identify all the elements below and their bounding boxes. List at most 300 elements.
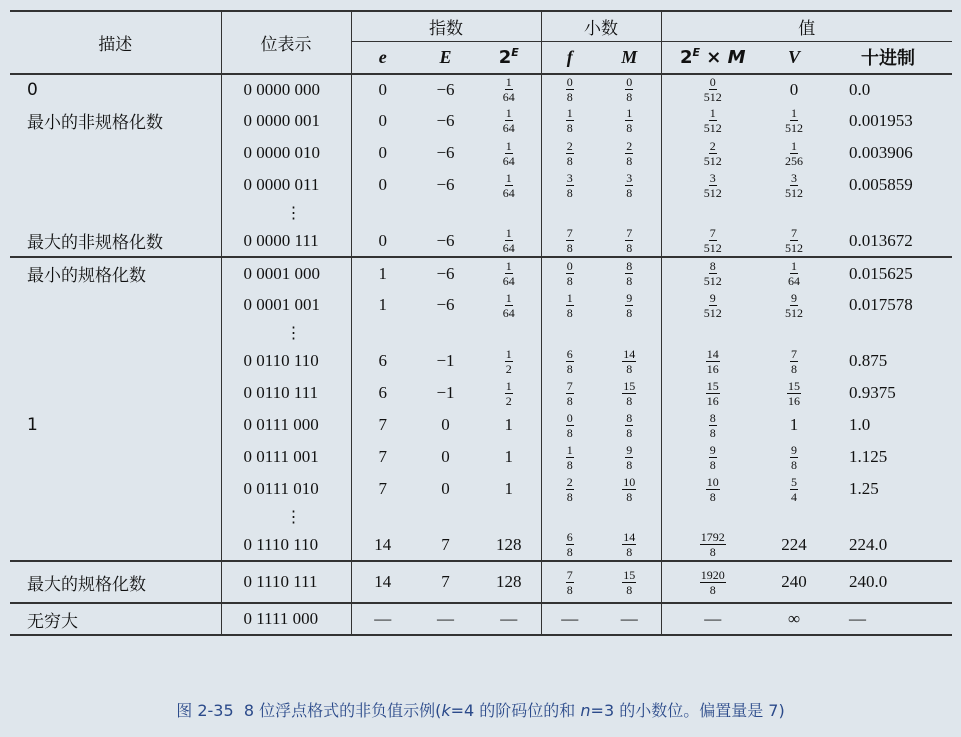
fraction [788, 260, 800, 287]
cell-dec: 0.0 [824, 74, 952, 104]
fraction [785, 172, 803, 199]
cell-E: 0 [441, 447, 450, 466]
table-row [10, 603, 952, 635]
cell-bits: 0 1110 111 [221, 561, 351, 603]
fraction-denominator: 8 [626, 489, 633, 504]
cell-bits: 0 1110 110 [221, 529, 351, 561]
cell-e: 0 [351, 74, 414, 104]
cell-prod [661, 225, 764, 257]
cell-desc [10, 137, 221, 169]
fraction [566, 476, 574, 503]
cell-bits: 0 0111 001 [221, 441, 351, 473]
fraction-denominator: 8 [626, 361, 633, 376]
cell-f [541, 441, 598, 473]
fraction-denominator: 8 [626, 393, 633, 408]
fraction [625, 292, 633, 319]
fraction-numerator: 14 [706, 346, 719, 361]
header-bit-representation: 位表示 [221, 11, 351, 74]
fraction-denominator: 8 [626, 185, 633, 200]
cell-V [764, 473, 824, 505]
fraction-numerator: 9 [791, 442, 797, 457]
cell-e: 7 [351, 409, 414, 441]
cell-prod: — [661, 603, 764, 635]
fraction-numerator: 14 [623, 346, 636, 361]
fraction [706, 380, 720, 407]
cell-prod [661, 345, 764, 377]
cell-E: −1 [436, 383, 455, 402]
cell-f [541, 289, 598, 321]
cell-V: 224 [781, 534, 807, 554]
fraction-denominator: 8 [566, 241, 573, 255]
cell-f [541, 529, 598, 561]
fraction [625, 227, 633, 254]
header-description: 描述 [10, 11, 221, 74]
cell-p2E [477, 137, 541, 169]
fraction [625, 412, 633, 439]
fraction [566, 412, 574, 439]
fraction-denominator: 64 [502, 274, 515, 288]
cell-E: −6 [414, 257, 477, 289]
fraction-numerator: 0 [566, 410, 573, 425]
fraction-numerator: 1 [791, 259, 797, 273]
fraction [503, 140, 515, 167]
cell-M [598, 104, 661, 137]
fraction-numerator: 1 [505, 290, 512, 305]
header-2E: $2^E$ [477, 41, 541, 74]
cell-E: 0 [441, 479, 450, 498]
fraction [566, 444, 574, 471]
fraction-numerator: 0 [709, 75, 716, 89]
cell-desc: 最大的非规格化数 [27, 233, 163, 253]
fraction-numerator: 3 [566, 170, 573, 185]
cell-prod [661, 409, 764, 441]
cell-prod [661, 257, 764, 289]
fraction [785, 227, 803, 254]
cell-prod [661, 561, 764, 603]
cell-desc [10, 289, 221, 321]
cell-e: 0 [351, 169, 414, 201]
fraction [505, 348, 513, 375]
cell-desc: 1 [27, 415, 38, 435]
fraction-denominator: 8 [566, 457, 573, 472]
fraction [622, 476, 636, 503]
fraction-denominator: 8 [566, 393, 573, 408]
cell-p2E [477, 289, 541, 321]
cell-dec: 0.875 [849, 351, 888, 370]
fraction [706, 476, 720, 503]
cell-M: — [598, 603, 661, 635]
fraction-numerator: 2 [709, 138, 716, 153]
cell-M [598, 257, 661, 289]
cell-e: 0 [351, 104, 414, 137]
cell-E: −6 [436, 110, 455, 130]
cell-bits: 0 0111 010 [221, 473, 351, 505]
ellipsis-row [10, 201, 952, 225]
fraction-denominator: 8 [626, 241, 633, 255]
fraction-denominator: 64 [788, 274, 800, 288]
fraction [704, 140, 722, 167]
fraction-denominator: 512 [785, 305, 803, 320]
cell-M [598, 561, 661, 603]
caption-label: 图 2-35 [176, 701, 234, 720]
cell-e: 6 [351, 345, 414, 377]
caption-n: n [580, 701, 591, 720]
cell-V: 0 [764, 74, 824, 104]
cell-p2E [477, 377, 541, 409]
cell-prod [661, 74, 764, 104]
fraction [566, 76, 574, 103]
fraction [790, 444, 798, 471]
fraction-numerator: 10 [706, 474, 719, 489]
cell-V: 240 [764, 561, 824, 603]
cell-desc: 最小的规格化数 [10, 257, 221, 289]
cell-bits: 0 0110 111 [221, 377, 351, 409]
fraction [566, 227, 574, 254]
fraction-numerator: 9 [709, 290, 716, 305]
cell-desc [10, 473, 221, 505]
table-row [10, 289, 952, 321]
fraction [704, 260, 722, 287]
cell-V [764, 137, 824, 169]
fraction-numerator: 1 [791, 138, 797, 153]
cell-e: 14 [351, 561, 414, 603]
fraction-numerator: 1 [505, 106, 512, 120]
fraction [566, 172, 574, 199]
cell-dec: 224.0 [849, 534, 888, 554]
cell-bits: 0 0000 011 [221, 169, 351, 201]
caption-text-b: =4 的阶码位的和 [450, 701, 581, 720]
cell-V: ∞ [764, 603, 824, 635]
table-row [10, 377, 952, 409]
fraction [625, 140, 633, 167]
fraction-denominator: 2 [505, 361, 512, 376]
fraction-denominator: 8 [626, 305, 633, 320]
caption-text-c: =3 的小数位。偏置量是 7) [590, 701, 785, 720]
cell-E: −6 [436, 230, 455, 250]
fraction-numerator: 8 [709, 259, 716, 273]
cell-dec: 1.0 [849, 415, 871, 434]
fraction-numerator: 10 [623, 474, 636, 489]
cell-p2E: — [477, 603, 541, 635]
cell-bits: 0 0000 111 [221, 225, 351, 257]
fraction-numerator: 2 [566, 138, 573, 153]
fraction [622, 569, 636, 596]
fraction [566, 569, 574, 596]
cell-E: 7 [441, 534, 450, 554]
fraction [625, 444, 633, 471]
cell-dec: 1.25 [849, 479, 879, 498]
fraction [704, 76, 722, 103]
cell-E: 7 [414, 561, 477, 603]
ellipsis-row [10, 321, 952, 345]
fraction-numerator: 3 [791, 170, 797, 185]
vertical-ellipsis: ⋮ [285, 324, 302, 342]
fraction-numerator: 6 [566, 346, 573, 361]
cell-E: −6 [414, 74, 477, 104]
fraction [785, 140, 803, 167]
fraction-numerator: 15 [623, 378, 636, 393]
cell-dec: 0.017578 [849, 295, 913, 314]
fraction [622, 531, 636, 558]
fraction [503, 292, 515, 319]
vertical-ellipsis: ⋮ [285, 204, 302, 222]
cell-p2E: 128 [477, 561, 541, 603]
cell-V: 1 [789, 415, 799, 434]
cell-prod [661, 441, 764, 473]
cell-desc [10, 169, 221, 201]
fraction [566, 348, 574, 375]
fraction-numerator: 3 [709, 170, 716, 185]
fraction [700, 569, 726, 596]
cell-E: −6 [436, 295, 455, 314]
header-exponent-group: 指数 [351, 11, 541, 41]
cell-prod [661, 529, 764, 561]
cell-M [598, 137, 661, 169]
cell-bits: 0 0110 110 [221, 345, 351, 377]
fraction-numerator: 0 [566, 75, 573, 89]
header-2E-times-M: $2^E \times M$ [661, 41, 764, 74]
fraction-denominator: 8 [566, 90, 573, 104]
fraction-numerator: 1 [505, 346, 512, 361]
cell-M [598, 529, 661, 561]
fraction-numerator: 1 [626, 106, 633, 120]
table-row [10, 74, 952, 104]
header-E: E [414, 41, 477, 74]
fraction-numerator: 2 [566, 474, 573, 489]
cell-dec: 1.125 [849, 447, 888, 466]
fraction-denominator: 4 [791, 489, 797, 504]
fraction [625, 260, 633, 287]
fraction [622, 348, 636, 375]
fraction-numerator: 1 [566, 442, 573, 457]
cell-M [598, 289, 661, 321]
fraction-denominator: 8 [566, 274, 573, 288]
fraction-numerator: 9 [626, 442, 633, 457]
cell-f [541, 74, 598, 104]
fraction [625, 107, 633, 134]
cell-M [598, 225, 661, 257]
table-body [10, 74, 952, 635]
cell-V [764, 169, 824, 201]
fraction [625, 76, 633, 103]
header-f: f [541, 41, 598, 74]
cell-p2E [477, 169, 541, 201]
fraction-denominator: 8 [566, 425, 573, 440]
cell-prod [661, 137, 764, 169]
fraction-numerator: 7 [791, 226, 797, 240]
fraction [503, 227, 515, 254]
fraction-denominator: 16 [706, 361, 719, 376]
cell-f [541, 137, 598, 169]
fraction-numerator: 9 [626, 290, 633, 305]
fraction-denominator: 512 [785, 121, 803, 135]
fraction-denominator: 8 [566, 185, 573, 200]
cell-p2E [477, 345, 541, 377]
fraction [566, 531, 574, 558]
fraction-numerator: 3 [626, 170, 633, 185]
fraction-numerator: 8 [626, 410, 633, 425]
fraction-denominator: 8 [709, 457, 716, 472]
caption-k: k [441, 701, 451, 720]
cell-V [764, 225, 824, 257]
fraction-denominator: 64 [502, 305, 515, 320]
fraction-denominator: 512 [703, 185, 722, 200]
fraction-numerator: 1 [566, 290, 573, 305]
fraction-denominator: 8 [566, 545, 573, 559]
fraction-denominator: 64 [502, 185, 515, 200]
float-values-table [10, 10, 952, 636]
cell-bits: 0 0111 000 [221, 409, 351, 441]
cell-V [764, 345, 824, 377]
fraction-numerator: 1 [709, 106, 716, 120]
cell-e: 14 [351, 529, 414, 561]
cell-M [598, 441, 661, 473]
table-row [10, 225, 952, 257]
fraction-numerator: 7 [626, 226, 633, 240]
cell-dec: 0.001953 [849, 110, 913, 130]
fraction [700, 531, 726, 558]
cell-e: 0 [351, 225, 414, 257]
cell-dec: 0.013672 [849, 230, 913, 250]
cell-f [541, 104, 598, 137]
fraction-numerator: 5 [791, 474, 797, 489]
fraction [566, 260, 574, 287]
cell-f [541, 561, 598, 603]
cell-E: −6 [436, 143, 455, 162]
fraction [503, 107, 515, 134]
fraction [706, 348, 720, 375]
cell-desc: 最小的非规格化数 [27, 113, 163, 133]
fraction-numerator: 14 [623, 530, 636, 544]
cell-p2E [477, 104, 541, 137]
fraction-denominator: 8 [791, 361, 797, 376]
header-e: e [351, 41, 414, 74]
fraction [503, 76, 515, 103]
table-row [10, 529, 952, 561]
cell-e: — [351, 603, 414, 635]
fraction-denominator: 8 [709, 582, 716, 597]
cell-bits: 0 0000 001 [221, 104, 351, 137]
fraction-denominator: 8 [566, 153, 573, 168]
header-fraction-group: 小数 [541, 11, 661, 41]
cell-p2E: 1 [504, 415, 513, 434]
cell-desc [10, 529, 221, 561]
fraction-numerator: 15 [623, 567, 636, 582]
fraction [787, 380, 801, 407]
cell-M [598, 377, 661, 409]
cell-E: −1 [436, 351, 455, 370]
cell-p2E: 1 [504, 479, 513, 498]
fraction [566, 140, 574, 167]
cell-desc [10, 441, 221, 473]
cell-f: — [541, 603, 598, 635]
fraction-denominator: 64 [502, 153, 515, 168]
fraction-denominator: 8 [626, 457, 633, 472]
fraction-denominator: 8 [626, 274, 633, 288]
cell-E: 0 [441, 415, 450, 434]
cell-p2E [477, 74, 541, 104]
fraction-denominator: 8 [566, 582, 573, 597]
cell-f [541, 257, 598, 289]
cell-V [764, 377, 824, 409]
fraction [505, 380, 513, 407]
table-row [10, 104, 952, 137]
cell-prod [661, 104, 764, 137]
header-decimal: 十进制 [824, 41, 952, 74]
fraction-numerator: 1920 [700, 567, 725, 582]
cell-desc: 无穷大 [10, 603, 221, 635]
cell-bits: 0 0000 010 [221, 137, 351, 169]
table-row [10, 345, 952, 377]
fraction [790, 476, 798, 503]
caption-text-a: 8 位浮点格式的非负值示例( [243, 701, 442, 720]
fraction-denominator: 512 [703, 121, 722, 135]
cell-e: 6 [351, 377, 414, 409]
fraction-denominator: 8 [791, 457, 797, 472]
fraction-numerator: 2 [626, 138, 633, 153]
cell-M [598, 74, 661, 104]
cell-dec: 0.005859 [849, 175, 913, 194]
cell-dec: 240.0 [824, 561, 952, 603]
header-value-group: 值 [661, 11, 952, 41]
fraction [566, 380, 574, 407]
fraction-denominator: 512 [703, 153, 722, 168]
fraction-numerator: 15 [788, 378, 800, 393]
cell-e: 7 [351, 441, 414, 473]
cell-bits: 0 0000 000 [221, 74, 351, 104]
fraction-denominator: 8 [709, 489, 716, 504]
cell-e: 1 [351, 257, 414, 289]
cell-E: −6 [436, 175, 455, 194]
fraction-denominator: 8 [566, 361, 573, 376]
fraction-numerator: 1 [791, 106, 797, 120]
cell-prod [661, 377, 764, 409]
cell-desc [10, 377, 221, 409]
fraction-denominator: 8 [709, 545, 716, 559]
cell-V [764, 441, 824, 473]
cell-dec: 0.003906 [849, 143, 913, 162]
fraction-numerator: 1 [505, 138, 512, 153]
cell-M [598, 409, 661, 441]
fraction-numerator: 7 [566, 378, 573, 393]
cell-f [541, 345, 598, 377]
fraction [709, 444, 717, 471]
cell-dec: — [824, 603, 952, 635]
fraction-numerator: 15 [706, 378, 719, 393]
cell-bits: 0 0001 001 [221, 289, 351, 321]
fraction [785, 292, 803, 319]
fraction-denominator: 8 [626, 90, 633, 104]
fraction [704, 172, 722, 199]
cell-desc: 最大的规格化数 [10, 561, 221, 603]
cell-dec: 0.9375 [849, 383, 896, 402]
fraction-denominator: 64 [502, 90, 515, 104]
fraction-denominator: 16 [788, 393, 800, 408]
table-row [10, 409, 952, 441]
fraction [503, 172, 515, 199]
fraction [704, 227, 722, 254]
fraction-numerator: 1 [566, 106, 573, 120]
cell-p2E: 128 [496, 534, 522, 554]
fraction-denominator: 512 [703, 305, 722, 320]
fraction-denominator: 8 [626, 153, 633, 168]
fraction-numerator: 1 [505, 75, 512, 89]
cell-prod [661, 169, 764, 201]
fraction-denominator: 512 [785, 241, 803, 255]
cell-desc: 0 [10, 74, 221, 104]
cell-e: 0 [351, 137, 414, 169]
fraction-denominator: 512 [785, 185, 803, 200]
